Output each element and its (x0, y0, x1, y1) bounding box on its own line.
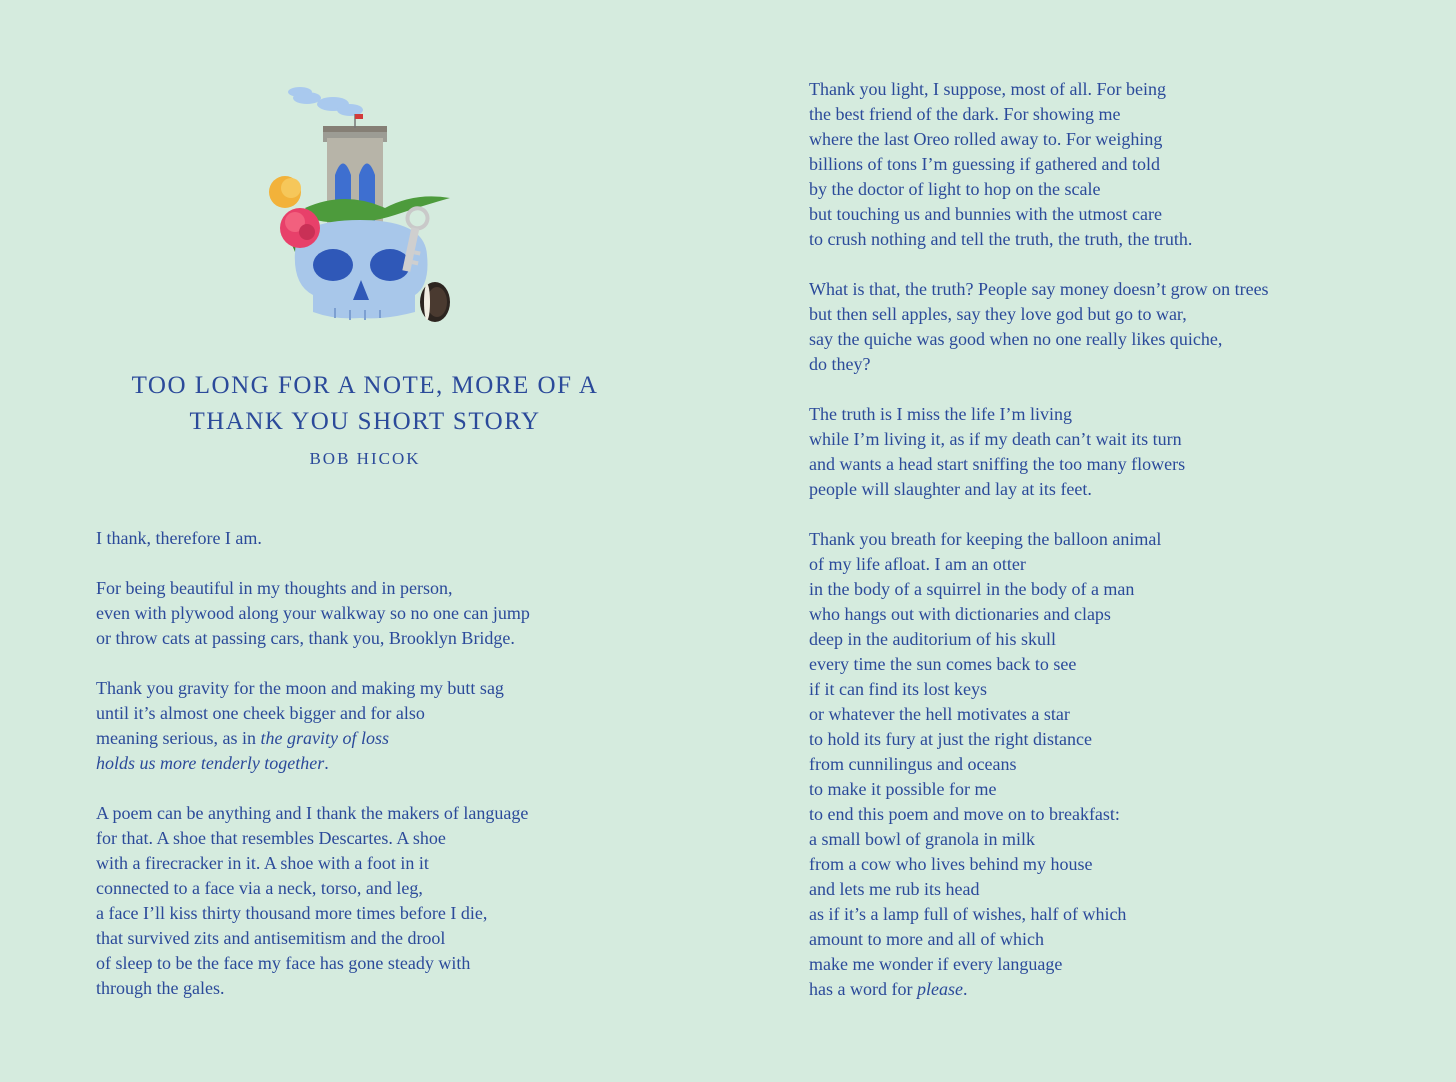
poem-line (809, 777, 1269, 802)
poem-right-column (809, 77, 1269, 1002)
line-text: while I’m living it, as if my death can’t wait its turn (809, 429, 1182, 449)
right-page (728, 0, 1456, 1082)
poem-line (809, 577, 1269, 602)
poem-line (96, 701, 530, 726)
line-text: through the gales. (96, 978, 225, 998)
poem-line (809, 352, 1269, 377)
poem-line (809, 427, 1269, 452)
poem-title (60, 368, 670, 440)
line-text: Thank you gravity for the moon and making my butt sag (96, 678, 504, 698)
poem-line (96, 901, 530, 926)
line-text: to hold its fury at just the right distance (809, 729, 1092, 749)
line-text: where the last Oreo rolled away to. For weighing (809, 129, 1163, 149)
line-text: connected to a face via a neck, torso, and leg, (96, 878, 423, 898)
line-text: a face I’ll kiss thirty thousand more times before I die, (96, 903, 488, 923)
title-line-1: TOO LONG FOR A NOTE, MORE OF A (131, 372, 599, 399)
line-text: . (962, 979, 968, 999)
poem-line (809, 202, 1269, 227)
line-text: do they? (809, 354, 871, 374)
poem-line (96, 951, 530, 976)
line-text: the best friend of the dark. For showing me (809, 104, 1121, 124)
line-text: For being beautiful in my thoughts and in person, (96, 578, 453, 598)
poem-line (809, 727, 1269, 752)
poem-line (809, 852, 1269, 877)
italic-text: the gravity of loss (260, 728, 389, 748)
line-text: from a cow who lives behind my house (809, 854, 1093, 874)
line-text: who hangs out with dictionaries and claps (809, 604, 1111, 624)
poem-line (809, 152, 1269, 177)
stanza-break (96, 651, 530, 676)
line-text: a small bowl of granola in milk (809, 829, 1035, 849)
line-text: that survived zits and antisemitism and the drool (96, 928, 446, 948)
line-text: has a word for (809, 979, 917, 999)
poem-line (809, 877, 1269, 902)
line-text: and wants a head start sniffing the too many flowers (809, 454, 1186, 474)
poem-line (96, 976, 530, 1001)
line-text: Thank you breath for keeping the balloon animal (809, 529, 1162, 549)
italic-text: please (916, 979, 963, 999)
line-text: of my life afloat. I am an otter (809, 554, 1026, 574)
poem-line (809, 977, 1269, 1002)
line-text: by the doctor of light to hop on the scale (809, 179, 1101, 199)
line-text: but then sell apples, say they love god but go to war, (809, 304, 1187, 324)
poem-line (809, 652, 1269, 677)
line-text: What is that, the truth? People say money doesn’t grow on trees (809, 279, 1269, 299)
line-text: . (324, 753, 329, 773)
poem-line (809, 527, 1269, 552)
poem-line (96, 801, 530, 826)
line-text: deep in the auditorium of his skull (809, 629, 1056, 649)
italic-text: holds us more tenderly together (96, 753, 325, 773)
poem-line (809, 952, 1269, 977)
poem-line (96, 751, 530, 776)
poem-line (96, 576, 530, 601)
poem-line (809, 552, 1269, 577)
line-text: amount to more and all of which (809, 929, 1044, 949)
poem-line (96, 876, 530, 901)
line-text: I thank, therefore I am. (96, 528, 262, 548)
poem-line (96, 926, 530, 951)
poem-line (809, 602, 1269, 627)
poem-left-column (96, 526, 530, 1001)
stanza-break (96, 776, 530, 801)
poem-line (96, 626, 530, 651)
poem-line (809, 802, 1269, 827)
line-text: of sleep to be the face my face has gone steady with (96, 953, 471, 973)
line-text: even with plywood along your walkway so no one can jump (96, 603, 530, 623)
poem-line (809, 277, 1269, 302)
line-text: say the quiche was good when no one really likes quiche, (809, 329, 1223, 349)
stanza-break (809, 502, 1269, 527)
poem-line (809, 752, 1269, 777)
line-text: every time the sun comes back to see (809, 654, 1077, 674)
poem-line (809, 702, 1269, 727)
poem-line (96, 676, 530, 701)
poem-line (809, 302, 1269, 327)
line-text: The truth is I miss the life I’m living (809, 404, 1072, 424)
stanza-break (809, 252, 1269, 277)
line-text: if it can find its lost keys (809, 679, 987, 699)
poem-line (96, 526, 530, 551)
poem-line (809, 477, 1269, 502)
line-text: in the body of a squirrel in the body of a man (809, 579, 1135, 599)
poem-line (809, 927, 1269, 952)
line-text: billions of tons I’m guessing if gathered and told (809, 154, 1160, 174)
poem-line (809, 902, 1269, 927)
line-text: to end this poem and move on to breakfast: (809, 804, 1120, 824)
poem-line (809, 127, 1269, 152)
line-text: to make it possible for me (809, 779, 997, 799)
poem-line (809, 402, 1269, 427)
line-text: or throw cats at passing cars, thank you, Brooklyn Bridge. (96, 628, 515, 648)
line-text: to crush nothing and tell the truth, the truth, the truth. (809, 229, 1193, 249)
stanza-break (809, 377, 1269, 402)
poem-line (809, 227, 1269, 252)
line-text: make me wonder if every language (809, 954, 1063, 974)
line-text: Thank you light, I suppose, most of all. For being (809, 79, 1166, 99)
line-text: until it’s almost one cheek bigger and for also (96, 703, 425, 723)
poem-line (96, 601, 530, 626)
author-name: BOB HICOK (309, 449, 421, 468)
line-text: but touching us and bunnies with the utmost care (809, 204, 1162, 224)
skull-illustration (255, 80, 465, 330)
title-line-2: THANK YOU SHORT STORY (189, 408, 541, 435)
line-text: people will slaughter and lay at its feet. (809, 479, 1092, 499)
line-text: from cunnilingus and oceans (809, 754, 1017, 774)
poem-line (809, 102, 1269, 127)
poem-line (809, 827, 1269, 852)
line-text: for that. A shoe that resembles Descartes. A shoe (96, 828, 446, 848)
line-text: with a firecracker in it. A shoe with a foot in it (96, 853, 429, 873)
poem-line (809, 452, 1269, 477)
poem-line (96, 726, 530, 751)
poem-line (809, 327, 1269, 352)
stanza-break (96, 551, 530, 576)
poem-line (809, 177, 1269, 202)
line-text: A poem can be anything and I thank the makers of language (96, 803, 529, 823)
line-text: meaning serious, as in (96, 728, 261, 748)
poem-line (96, 851, 530, 876)
line-text: or whatever the hell motivates a star (809, 704, 1070, 724)
poem-line (809, 627, 1269, 652)
poem-line (809, 677, 1269, 702)
line-text: and lets me rub its head (809, 879, 980, 899)
line-text: as if it’s a lamp full of wishes, half of which (809, 904, 1127, 924)
poem-line (809, 77, 1269, 102)
poem-line (96, 826, 530, 851)
